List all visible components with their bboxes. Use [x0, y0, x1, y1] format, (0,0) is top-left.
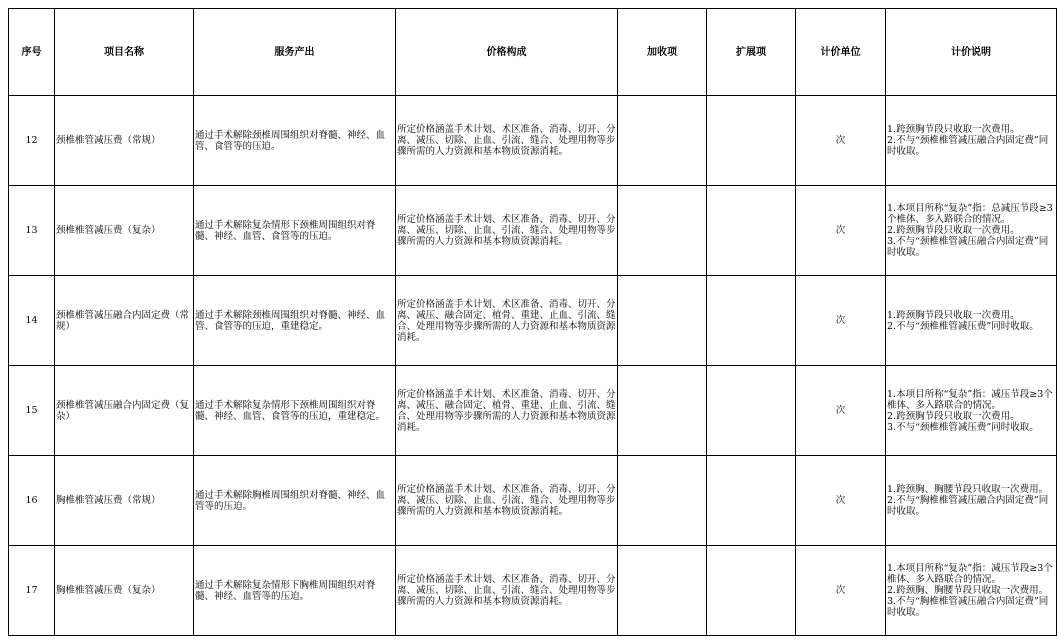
cell-price-composition: 所定价格涵盖手术计划、术区准备、消毒、切开、分离、减压、切除、止血、引流、缝合、处理用物等步骤所需的人力资源和基本物质资源消耗。 [396, 186, 618, 276]
table-row [9, 186, 1057, 276]
cell-service-output: 通过手术解除复杂情形下颈椎周围组织对脊髓、神经、血管、食管等的压迫。 [194, 186, 396, 276]
header-cell-surcharge: 加收项 [618, 9, 707, 96]
cell-surcharge [618, 366, 707, 456]
note-line: 3.不与“颈椎椎管减压融合内固定费”同时收取。 [887, 236, 1049, 258]
note-line: 1.跨颈胸节段只收取一次费用。 [887, 124, 1020, 135]
cell-price-composition: 所定价格涵盖手术计划、术区准备、消毒、切开、分离、减压、融合固定、植骨、重建、止血、引流、缝合、处理用物等步骤所需的人力资源和基本物质资源消耗。 [396, 276, 618, 366]
header-cell-index: 序号 [9, 9, 55, 96]
note-line: 3.不与“胸椎椎管减压融合内固定费”同时收取。 [887, 596, 1049, 618]
table-row [9, 96, 1057, 186]
cell-index: 12 [9, 96, 55, 186]
cell-item-name: 颈椎椎管减压费（复杂） [55, 186, 194, 276]
note-line: 2.跨颈胸节段只收取一次费用。 [887, 225, 1020, 236]
note-line: 1.本项目所称“复杂”指：减压节段≥3个椎体、多入路联合的情况。 [887, 563, 1053, 585]
cell-pricing-note [886, 546, 1057, 636]
cell-pricing-note [886, 366, 1057, 456]
cell-extension [707, 96, 796, 186]
cell-service-output: 通过手术解除胸椎周围组织对脊髓、神经、血管等的压迫。 [194, 456, 396, 546]
cell-surcharge [618, 276, 707, 366]
cell-extension [707, 366, 796, 456]
cell-price-composition: 所定价格涵盖手术计划、术区准备、消毒、切开、分离、减压、切除、止血、引流、缝合、处理用物等步骤所需的人力资源和基本物质资源消耗。 [396, 546, 618, 636]
cell-unit: 次 [796, 276, 886, 366]
table-row [9, 366, 1057, 456]
table-body [9, 96, 1057, 636]
table-row [9, 276, 1057, 366]
cell-extension [707, 186, 796, 276]
note-line: 2.不与“颈椎椎管减压融合内固定费”同时收取。 [887, 135, 1049, 157]
cell-item-name: 颈椎椎管减压费（常规） [55, 96, 194, 186]
cell-index: 17 [9, 546, 55, 636]
table-row [9, 456, 1057, 546]
header-cell-pricing-note: 计价说明 [886, 9, 1057, 96]
note-line: 2.不与“颈椎椎管减压费”同时收取。 [887, 320, 1039, 332]
cell-service-output: 通过手术解除复杂情形下胸椎周围组织对脊髓、神经、血管等的压迫。 [194, 546, 396, 636]
cell-surcharge [618, 546, 707, 636]
cell-unit: 次 [796, 546, 886, 636]
note-line: 1.跨颈胸、胸腰节段只收取一次费用。 [887, 484, 1049, 495]
header-row [9, 9, 1057, 96]
cell-unit: 次 [796, 456, 886, 546]
cell-price-composition: 所定价格涵盖手术计划、术区准备、消毒、切开、分离、减压、切除、止血、引流、缝合、处理用物等步骤所需的人力资源和基本物质资源消耗。 [396, 96, 618, 186]
cell-index: 16 [9, 456, 55, 546]
cell-extension [707, 276, 796, 366]
cell-unit: 次 [796, 366, 886, 456]
cell-index: 14 [9, 276, 55, 366]
cell-pricing-note [886, 96, 1057, 186]
cell-price-composition: 所定价格涵盖手术计划、术区准备、消毒、切开、分离、减压、切除、止血、引流、缝合、处理用物等步骤所需的人力资源和基本物质资源消耗。 [396, 456, 618, 546]
header-cell-unit: 计价单位 [796, 9, 886, 96]
cell-surcharge [618, 186, 707, 276]
cell-index: 15 [9, 366, 55, 456]
cell-pricing-note [886, 276, 1057, 366]
note-line: 1.跨颈胸节段只收取一次费用。 [887, 309, 1020, 321]
note-line: 2.跨颈胸、胸腰节段只收取一次费用。 [887, 585, 1049, 596]
pricing-table [8, 8, 1057, 636]
note-line: 2.不与“胸椎椎管减压融合内固定费”同时收取。 [887, 495, 1049, 517]
table-row [9, 546, 1057, 636]
cell-service-output: 通过手术解除复杂情形下颈椎周围组织对脊髓、神经、血管、食管等的压迫，重建稳定。 [194, 366, 396, 456]
cell-pricing-note [886, 186, 1057, 276]
cell-surcharge [618, 456, 707, 546]
cell-index: 13 [9, 186, 55, 276]
cell-unit: 次 [796, 186, 886, 276]
note-line: 1.本项目所称“复杂”指：总减压节段≥3个椎体、多入路联合的情况。 [887, 203, 1053, 225]
cell-item-name: 胸椎椎管减压费（复杂） [55, 546, 194, 636]
cell-price-composition: 所定价格涵盖手术计划、术区准备、消毒、切开、分离、减压、融合固定、植骨、重建、止血、引流、缝合、处理用物等步骤所需的人力资源和基本物质资源消耗。 [396, 366, 618, 456]
header-cell-service-output: 服务产出 [194, 9, 396, 96]
cell-surcharge [618, 96, 707, 186]
note-line: 2.跨颈胸节段只收取一次费用。 [887, 410, 1020, 422]
note-line: 3.不与“颈椎椎管减压费”同时收取。 [887, 421, 1039, 433]
cell-unit: 次 [796, 96, 886, 186]
cell-extension [707, 546, 796, 636]
cell-service-output: 通过手术解除颈椎周围组织对脊髓、神经、血管、食管等的压迫，重建稳定。 [194, 276, 396, 366]
cell-service-output: 通过手术解除颈椎周围组织对脊髓、神经、血管、食管等的压迫。 [194, 96, 396, 186]
header-cell-extension: 扩展项 [707, 9, 796, 96]
cell-item-name: 颈椎椎管减压融合内固定费（常规） [55, 276, 194, 366]
note-line: 1.本项目所称“复杂”指：减压节段≥3个椎体、多入路联合的情况。 [887, 388, 1053, 411]
cell-item-name: 颈椎椎管减压融合内固定费（复杂） [55, 366, 194, 456]
cell-item-name: 胸椎椎管减压费（常规） [55, 456, 194, 546]
header-cell-item-name: 项目名称 [55, 9, 194, 96]
header-cell-price-composition: 价格构成 [396, 9, 618, 96]
cell-pricing-note [886, 456, 1057, 546]
cell-extension [707, 456, 796, 546]
